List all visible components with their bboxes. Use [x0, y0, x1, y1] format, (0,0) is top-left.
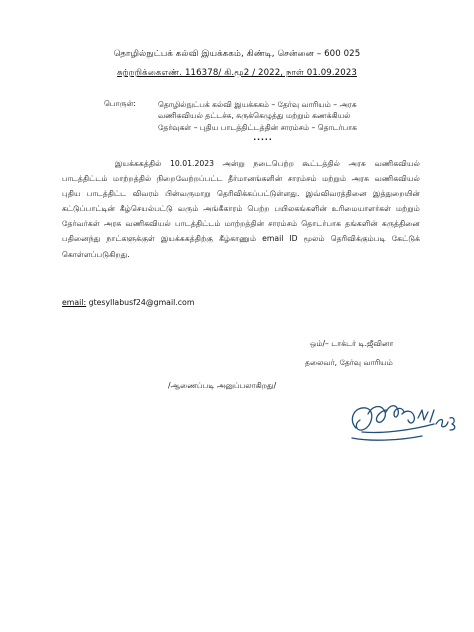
circular-reference [0, 68, 474, 79]
signatory-name: ஒம்/– டாக்டர் டி.ஜீவினா [310, 339, 394, 348]
subject-text: தொழில்நுட்பக் கல்வி இயக்ககம் – தேர்வு வாரியம் – அரசு வணிகவியல் தட்டச்சு, சுருக்கெழுத்து மற்றும் கணக்கியல் தேர்வுகள் – புதிய பாடத்திட்டத்தின் சாரம்சம் – தொடர்பாக [158, 100, 358, 132]
signatory-title: தலைவர், தேர்வு வாரியம் [305, 358, 393, 367]
email-label: email: [62, 298, 87, 307]
order-line: /ஆணைப்படி அனுப்பலாகிறது/ [168, 381, 277, 390]
body-paragraph [62, 156, 420, 262]
subject-label: பொருள்: [104, 99, 136, 108]
subject-dots: ..... [253, 133, 273, 143]
email-address: gtesyllabusf24@gmail.com [88, 298, 195, 307]
department-header: தொழில்நுட்பக் கல்வி இயக்ககம், கிண்டி, சென்னை – 600 025 [113, 49, 361, 59]
email-line [62, 298, 194, 307]
subject-block [158, 99, 368, 144]
circular-number: சுற்றறிக்கைஎண். 116378/ கி.மூ2 / 2022, நாள் 01.09.2023 [117, 68, 357, 78]
handwritten-signature [342, 398, 462, 452]
body-text: இயக்ககத்தில் 10.01.2023 அன்று நடைபெற்ற கூட்டத்தில் அரசு வணிகவியல் பாடத்திட்டம் மாற்றத்தில் நிறைவேற்றப்பட்ட தீர்மானங்களின் சாரம்சம் மற்றும் அரசு வணிகவியல் புதிய பாடத்திட்ட விவரம் பின்வருமாறு தெரிவிக்கப்பட்டுள்ளது. இவ்விவரத்தினை இத்துறையின் கட்டுப்பாட்டின் கீழ்செயல்பட்டு வரும் அங்கீகாரம் பெற்ற பயிலகங்களின் உரிமையாளர்கள் மற்றும் தேர்வர்கள் அரசு வணிகவியல் பாடத்திட்டம் மாற்றத்தின் சாரம்சம் தொடர்பாக தங்களின் கருத்தினை பதினைந்து நாட்களுக்குள் இயக்ககத்திற்கு கீழ்காணும் email ID மூலம் தெரிவிக்கும்படி கேட்டுக் கொள்ளப்படுகிறது. [62, 159, 420, 259]
